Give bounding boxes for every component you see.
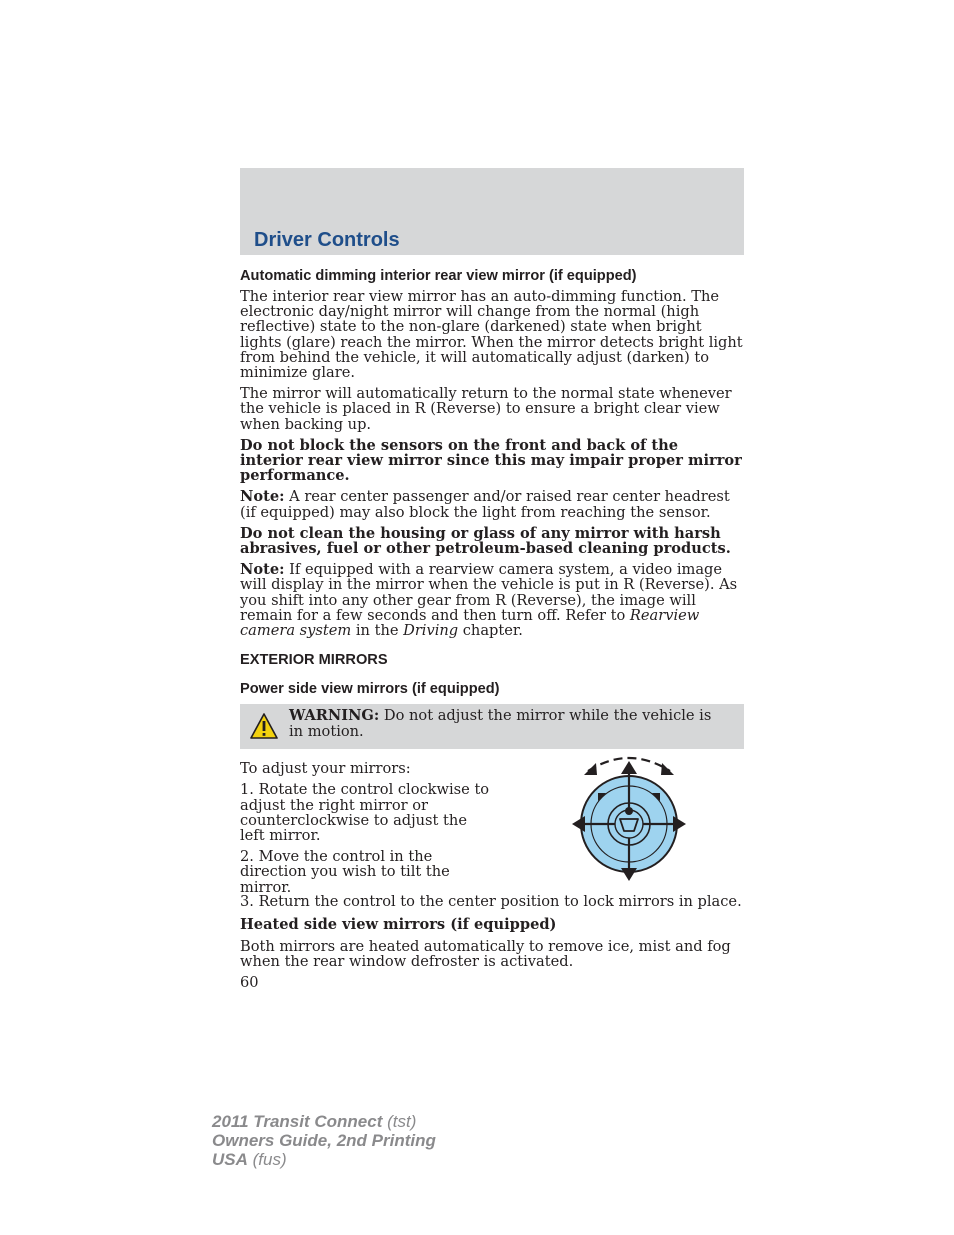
page-number: 60	[240, 974, 259, 992]
adjust-instructions	[240, 761, 744, 894]
warning-label: WARNING:	[289, 707, 380, 725]
mirror-control-dial-icon	[570, 749, 688, 881]
note-text: in the	[351, 622, 404, 640]
note-text: A rear center passenger and/or raised rear center headrest (if equipped) may also block the light from reaching the sensor.	[240, 488, 730, 521]
footer-line-1	[212, 1112, 436, 1131]
footer-line-2	[212, 1131, 436, 1150]
footer-market: USA	[212, 1150, 248, 1169]
warning-triangle-icon	[250, 713, 278, 739]
adjust-intro: To adjust your mirrors:	[240, 760, 411, 778]
footer	[212, 1112, 436, 1169]
footer-model: 2011 Transit Connect	[212, 1112, 383, 1131]
warning-box	[240, 704, 744, 749]
section-title: Driver Controls	[254, 229, 400, 251]
footer-market-code: (fus)	[247, 1150, 287, 1169]
adjust-step-1: 1. Rotate the control clockwise to adjust the right mirror or counterclockwise to adjust the left mirror.	[240, 781, 490, 845]
note-label: Note:	[240, 488, 285, 506]
adjust-step-3: 3. Return the control to the center position to lock mirrors in place.	[240, 893, 742, 911]
note-label: Note:	[240, 561, 285, 579]
auto-dimming-heading: Automatic dimming interior rear view mirror (if equipped)	[240, 268, 637, 284]
header-band	[240, 168, 744, 255]
reference-driving-chapter: Driving	[403, 622, 459, 640]
page-content	[240, 267, 744, 996]
sensor-caution: Do not block the sensors on the front and back of the interior rear view mirror since this may impair proper mirror performance.	[240, 436, 742, 485]
footer-line-3	[212, 1150, 436, 1169]
power-mirrors-heading: Power side view mirrors (if equipped)	[240, 681, 500, 698]
warning-text	[289, 708, 714, 740]
note-camera	[240, 562, 744, 638]
cleaning-caution: Do not clean the housing or glass of any mirror with harsh abrasives, fuel or other petroleum-based cleaning products.	[240, 524, 731, 558]
exterior-mirrors-heading: EXTERIOR MIRRORS	[240, 652, 388, 669]
reference-rearview-camera: Rearview camera system	[240, 606, 700, 640]
auto-dimming-paragraph-1: The interior rear view mirror has an auto-dimming function. The electronic day/night mirror will change from the normal (high reflective) state to the non-glare (darkened) state when bright lights (glare) reach the mirror. When the mirror detects bright light from behind the vehicle, it will automatically adjust (darken) to minimize glare.	[240, 288, 743, 382]
auto-dimming-paragraph-2: The mirror will automatically return to the normal state whenever the vehicle is placed in R (Reverse) to ensure a bright clear view when backing up.	[240, 385, 732, 433]
footer-printing: Owners Guide, 2nd Printing	[212, 1131, 436, 1150]
heated-mirrors-heading: Heated side view mirrors (if equipped)	[240, 916, 557, 934]
note-text: If equipped with a rearview camera system, a video image will display in the mirror when the vehicle is put in R (Reverse). As you shift into any other gear from R (Reverse), the image will remain for a few seconds and then turn off. Refer to	[240, 561, 738, 624]
note-headrest	[240, 489, 744, 519]
adjust-step-2: 2. Move the control in the direction you wish to tilt the mirror.	[240, 848, 450, 896]
note-text: chapter.	[458, 622, 523, 640]
heated-mirrors-paragraph: Both mirrors are heated automatically to remove ice, mist and fog when the rear window defroster is activated.	[240, 937, 731, 970]
warning-message: Do not adjust the mirror while the vehicle is in motion.	[289, 707, 712, 741]
footer-model-code: (tst)	[382, 1112, 417, 1131]
